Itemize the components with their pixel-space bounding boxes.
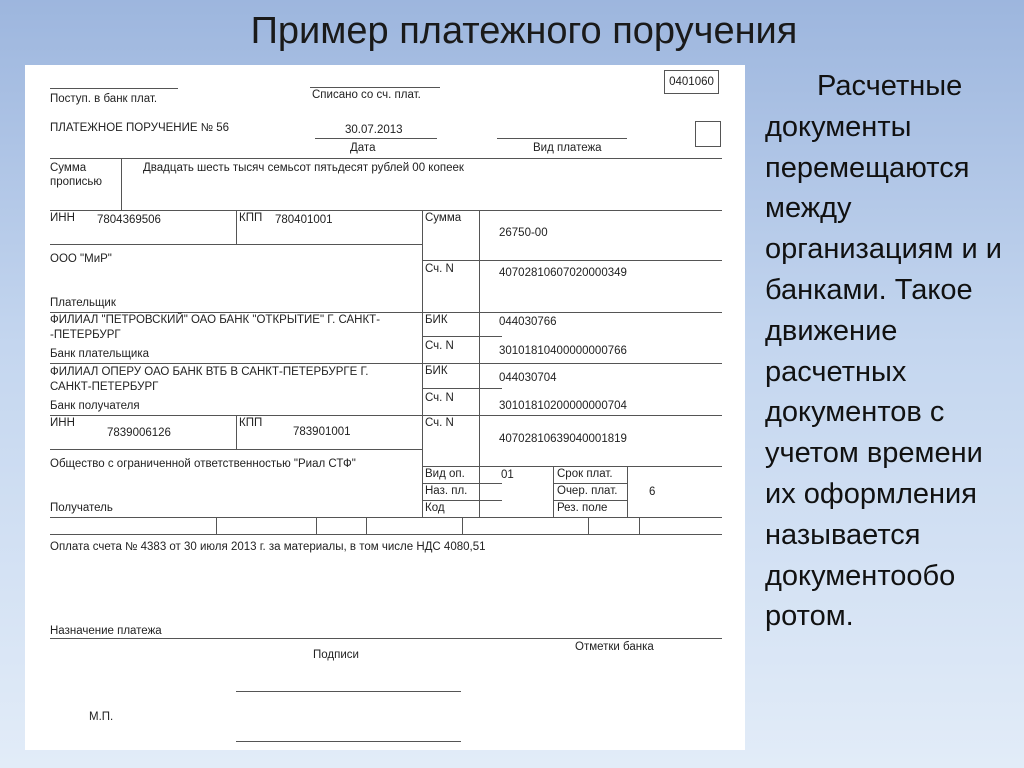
signatures-label: Подписи — [313, 649, 359, 661]
op-type-value: 01 — [501, 469, 514, 481]
date-line — [315, 138, 437, 139]
payee-inn-label: ИНН — [50, 417, 75, 429]
signature-line-1 — [236, 691, 461, 692]
payee-bank-bik: 044030704 — [499, 372, 557, 384]
payer-bank-bik: 044030766 — [499, 316, 557, 328]
line-due-bottom — [553, 483, 627, 484]
vline-field-4 — [462, 517, 463, 534]
line-payer-bottom — [50, 312, 722, 313]
priority-label: Очер. плат. — [557, 485, 618, 497]
vline-due — [553, 466, 554, 517]
line-inn-bottom — [50, 244, 422, 245]
line-account-bottom — [422, 466, 722, 467]
line-payee-bottom — [50, 517, 722, 518]
line-amount-top — [50, 158, 722, 159]
doc-title: ПЛАТЕЖНОЕ ПОРУЧЕНИЕ № 56 — [50, 122, 230, 134]
payee-name: Общество с ограниченной ответственностью "Риал СТФ" — [50, 458, 356, 470]
sum-value: 26750-00 — [499, 227, 548, 239]
payment-type-label: Вид платежа — [533, 142, 602, 154]
payee-account: 40702810639040001819 — [499, 433, 627, 445]
line-op-type-bottom — [422, 483, 502, 484]
line-sum-bottom — [422, 260, 722, 261]
payer-label: Плательщик — [50, 297, 116, 309]
purpose-code-label: Наз. пл. — [425, 485, 468, 497]
debited-label: Списано со сч. плат. — [312, 89, 421, 101]
date-value: 30.07.2013 — [345, 124, 403, 136]
received-line — [50, 88, 178, 89]
signature-line-2 — [236, 741, 461, 742]
payer-inn: 7804369506 — [97, 214, 161, 226]
vline-field-6 — [639, 517, 640, 534]
payment-type-line — [497, 138, 627, 139]
reserve-label: Рез. поле — [557, 502, 608, 514]
payer-kpp-label: КПП — [239, 212, 263, 224]
purpose-text: Оплата счета № 4383 от 30 июля 2013 г. за материалы, в том числе НДС 4080,51 — [50, 541, 486, 553]
payee-inn: 7839006126 — [107, 427, 171, 439]
payer-account-label: Сч. N — [425, 263, 454, 275]
side-description — [765, 66, 1005, 637]
slide-title: Пример платежного поручения — [250, 10, 798, 52]
payee-kpp: 783901001 — [293, 426, 351, 438]
form-checkbox — [695, 121, 721, 147]
vline-field-2 — [316, 517, 317, 534]
payer-bank-corr: 30101810400000000766 — [499, 345, 627, 357]
stamp-label: М.П. — [89, 711, 114, 723]
line-priority-bottom — [553, 500, 627, 501]
vline-field-1 — [216, 517, 217, 534]
amount-words-label-1: Сумма — [50, 162, 87, 174]
vline-amount — [121, 158, 122, 210]
payee-bank-corr: 30101810200000000704 — [499, 400, 627, 412]
line-purpose-code-bottom — [422, 500, 502, 501]
line-purpose-bottom — [50, 638, 722, 639]
payer-kpp: 780401001 — [275, 214, 333, 226]
code-label: Код — [425, 502, 445, 514]
payer-bank-label: Банк плательщика — [50, 348, 150, 360]
payment-order-form — [25, 65, 745, 750]
op-type-label: Вид оп. — [425, 468, 465, 480]
line-payee-bank-bottom — [50, 415, 722, 416]
amount-words: Двадцать шесть тысяч семьсот пятьдесят рублей 00 копеек — [143, 162, 464, 174]
payer-bank-corr-label: Сч. N — [425, 340, 454, 352]
form-code-box: 0401060 — [664, 70, 719, 94]
vline-payee-kpp — [236, 415, 237, 449]
payee-bank-line-2: САНКТ-ПЕТЕРБУРГ — [50, 381, 159, 393]
vline-field-3 — [366, 517, 367, 534]
payee-bank-line-1: ФИЛИАЛ ОПЕРУ ОАО БАНК ВТБ В САНКТ-ПЕТЕРБУРГЕ Г. — [50, 366, 369, 378]
bank-marks-label: Отметки банка — [575, 641, 654, 653]
purpose-label: Назначение платежа — [50, 625, 162, 637]
line-fields-bottom — [50, 534, 722, 535]
line-bik1-bottom — [422, 336, 502, 337]
vline-due-right — [627, 466, 628, 517]
received-label: Поступ. в банк плат. — [50, 93, 158, 105]
vline-main — [422, 210, 423, 517]
line-payer-bank-bottom — [50, 363, 722, 364]
line-bik2-bottom — [422, 388, 502, 389]
vline-values — [479, 210, 480, 517]
priority-value: 6 — [649, 486, 656, 498]
payer-inn-label: ИНН — [50, 212, 75, 224]
sum-label: Сумма — [425, 212, 462, 224]
payer-bank-bik-label: БИК — [425, 314, 448, 326]
date-label: Дата — [350, 142, 376, 154]
vline-payer-kpp — [236, 210, 237, 244]
side-text: Расчетные документы перемещаются между организациям и и банками. Такое движение расчетных документов с учетом времени их оформления называется документообо ротом. — [765, 70, 1002, 633]
line-inn-top — [50, 210, 722, 211]
payee-label: Получатель — [50, 502, 113, 514]
payee-bank-corr-label: Сч. N — [425, 392, 454, 404]
amount-words-label-2: прописью — [50, 176, 103, 188]
vline-field-5 — [588, 517, 589, 534]
line-payee-inn-bottom — [50, 449, 422, 450]
payee-bank-label: Банк получателя — [50, 400, 140, 412]
payee-account-label: Сч. N — [425, 417, 454, 429]
payer-bank-line-1: ФИЛИАЛ "ПЕТРОВСКИЙ" ОАО БАНК "ОТКРЫТИЕ" Г. САНКТ- — [50, 314, 381, 326]
payee-bank-bik-label: БИК — [425, 365, 448, 377]
payer-name: ООО "МиР" — [50, 253, 112, 265]
payee-kpp-label: КПП — [239, 417, 263, 429]
payer-bank-line-2: -ПЕТЕРБУРГ — [50, 329, 121, 341]
due-label: Срок плат. — [557, 468, 613, 480]
debited-line — [310, 87, 440, 88]
payer-account: 40702810607020000349 — [499, 267, 627, 279]
